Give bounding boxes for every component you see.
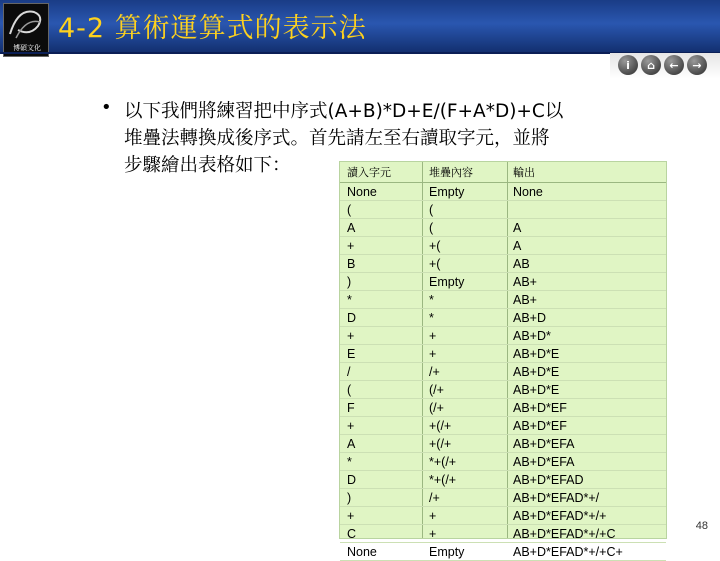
table-row [340, 327, 666, 345]
cell-stack-content: +(/+ [429, 419, 452, 433]
cell-output: AB+D*EFAD*+/+C+ [513, 545, 623, 559]
cell-output: AB+D*EFAD*+/+ [513, 509, 607, 523]
table-row [340, 381, 666, 399]
cell-input-char: F [347, 401, 355, 415]
cell-input-char: D [347, 473, 357, 487]
table-row [340, 345, 666, 363]
conversion-table [339, 161, 667, 559]
cell-stack-content: ( [429, 203, 434, 217]
header-stack-content: 堆疊內容 [429, 166, 473, 179]
bullet-line: 步驟繪出表格如下： [124, 155, 291, 176]
cell-stack-content: Empty [429, 185, 465, 199]
slide-title: 4-2 算術運算式的表示法 [58, 13, 367, 44]
cell-input-char: None [347, 185, 377, 199]
table-row [340, 543, 666, 561]
table-row [340, 291, 666, 309]
cell-stack-content: +(/+ [429, 437, 452, 451]
table-row [340, 417, 666, 435]
cell-stack-content: *+(/+ [429, 455, 457, 469]
table-row [340, 507, 666, 525]
cell-input-char: + [347, 329, 355, 343]
cell-input-char: D [347, 311, 357, 325]
table-row [340, 363, 666, 381]
cell-stack-content: + [429, 527, 437, 541]
cell-stack-content: Empty [429, 275, 465, 289]
table-row [340, 399, 666, 417]
table-row [340, 489, 666, 507]
cell-output: AB+D*EFA [513, 437, 575, 451]
publisher-logo [3, 3, 49, 57]
nav-toolbar [610, 53, 720, 79]
cell-input-char: * [347, 455, 352, 469]
logo-swirl-icon [4, 4, 48, 44]
cell-output: AB+D*E [513, 365, 560, 379]
cell-stack-content: Empty [429, 545, 465, 559]
bullet-line: 堆疊法轉換成後序式。首先請左至右讀取字元，並將 [124, 128, 550, 149]
cell-stack-content: ( [429, 221, 434, 235]
cell-output: None [513, 185, 543, 199]
logo-text: 博碩文化 [13, 44, 41, 52]
cell-output: AB+D [513, 311, 547, 325]
cell-output: AB+D* [513, 329, 551, 343]
cell-stack-content: (/+ [429, 383, 444, 397]
cell-input-char: None [347, 545, 377, 559]
cell-output: AB+D*EFA [513, 455, 575, 469]
table-row [340, 453, 666, 471]
cell-stack-content: * [429, 293, 434, 307]
cell-stack-content: /+ [429, 365, 440, 379]
cell-stack-content: + [429, 329, 437, 343]
cell-output: AB+D*EF [513, 419, 567, 433]
cell-input-char: E [347, 347, 356, 361]
cell-input-char: B [347, 257, 356, 271]
cell-output: AB+ [513, 275, 537, 289]
table-row [340, 255, 666, 273]
cell-input-char: ) [347, 491, 352, 505]
cell-input-char: A [347, 221, 356, 235]
cell-output: AB+ [513, 293, 537, 307]
table-row [340, 309, 666, 327]
cell-output: AB+D*EFAD [513, 473, 584, 487]
cell-stack-content: *+(/+ [429, 473, 457, 487]
table-row [340, 183, 666, 201]
table-row [340, 471, 666, 489]
cell-output: AB [513, 257, 530, 271]
table-row [340, 435, 666, 453]
table-row [340, 219, 666, 237]
cell-input-char: ( [347, 203, 352, 217]
cell-input-char: A [347, 437, 356, 451]
table-row [340, 273, 666, 291]
cell-input-char: C [347, 527, 357, 541]
cell-input-char: + [347, 239, 355, 253]
bullet-line: 以下我們將練習把中序式(A+B)*D+E/(F+A*D)+C以 [124, 101, 564, 122]
cell-input-char: ( [347, 383, 352, 397]
cell-input-char: / [347, 365, 351, 379]
table-body [340, 183, 666, 561]
home-icon[interactable]: ⌂ [641, 55, 661, 75]
cell-input-char: + [347, 509, 355, 523]
cell-stack-content: (/+ [429, 401, 444, 415]
cell-output: AB+D*E [513, 347, 560, 361]
cell-stack-content: +( [429, 257, 441, 271]
bullet-icon: • [101, 97, 112, 118]
cell-stack-content: * [429, 311, 434, 325]
cell-output: A [513, 239, 522, 253]
header-input-char: 讀入字元 [347, 166, 391, 179]
table-row [340, 201, 666, 219]
table-row [340, 237, 666, 255]
cell-stack-content: +( [429, 239, 441, 253]
cell-stack-content: + [429, 347, 437, 361]
cell-input-char: ) [347, 275, 352, 289]
forward-icon[interactable]: → [687, 55, 707, 75]
table-header-row [340, 162, 666, 183]
cell-stack-content: + [429, 509, 437, 523]
cell-output: AB+D*EF [513, 401, 567, 415]
cell-output: AB+D*EFAD*+/+C [513, 527, 616, 541]
cell-stack-content: /+ [429, 491, 440, 505]
slide-header [0, 0, 720, 52]
table-row [340, 525, 666, 543]
cell-input-char: * [347, 293, 352, 307]
cell-output: AB+D*EFAD*+/ [513, 491, 600, 505]
cell-output: AB+D*E [513, 383, 560, 397]
page-number: 48 [695, 520, 708, 532]
header-output: 輸出 [513, 166, 535, 179]
info-icon[interactable]: i [618, 55, 638, 75]
cell-input-char: + [347, 419, 355, 433]
cell-output: A [513, 221, 522, 235]
back-icon[interactable]: ← [664, 55, 684, 75]
